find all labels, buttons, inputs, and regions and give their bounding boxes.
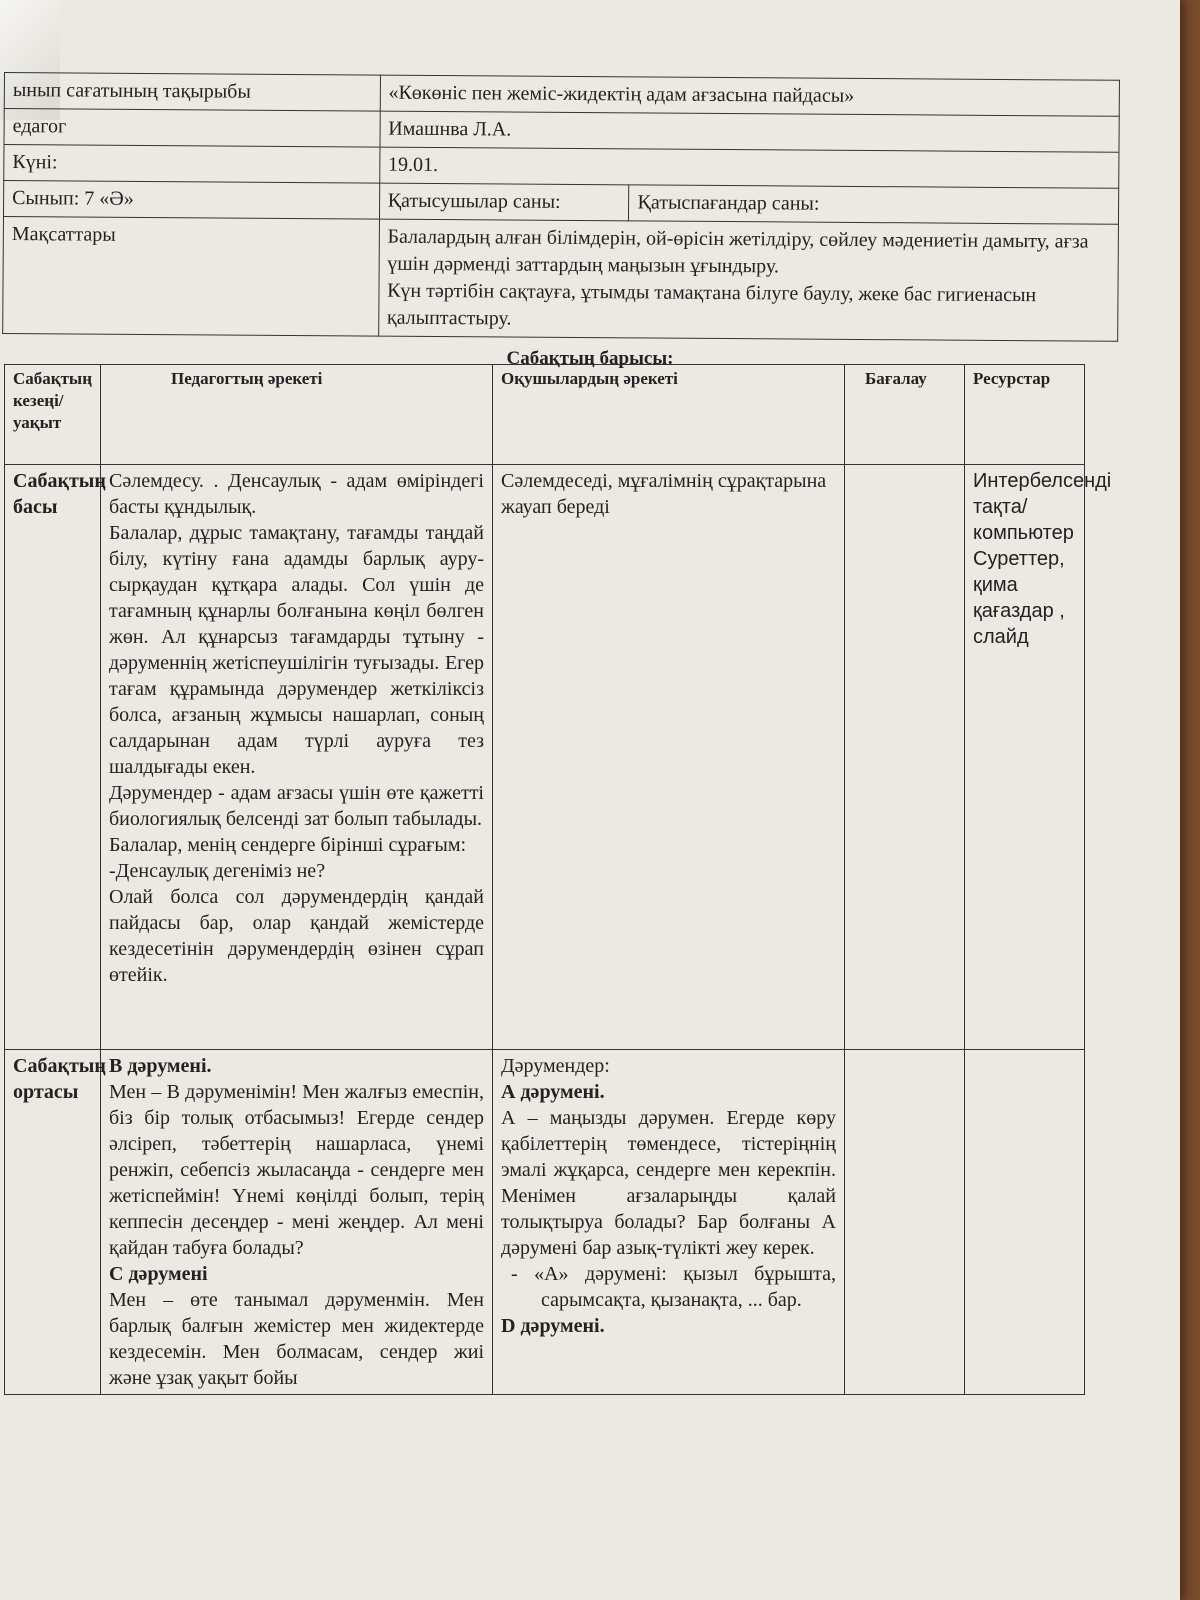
present-count-label: Қатысушылар саны: — [379, 183, 629, 221]
teacher-start-p2: Балалар, дұрыс тамақтану, тағамды таңдай білу, күтіну ғана адамды барлық ауру-сырқаудан құтқара алады. Сол үшін де тағамның құнарлы болғанына көңіл бөлген жөн. Ал құнарсыз тағамдарды тұтыну - дәруменнің жетіспеушілігін туғызады. Егер тағам құрамында дәрумендер жеткіліксіз болса, ағзаның жұмысы нашарлап, соның салдарынан адам түрлі ауруға тез шалдығады екен. — [109, 522, 484, 778]
teacher-start-p3: Дәрумендер - адам ағзасы үшін өте қажетті биологиялық белсенді зат болып табылады. — [109, 782, 484, 830]
vitamin-c-text: Мен – өте танымал дәруменмін. Мен барлық балғын жемістер мен жидектерде кездесемін. Мен болмасам, сендер жиі және ұзақ уақыт бойы — [109, 1289, 484, 1389]
col-resources: Ресурстар — [965, 365, 1085, 465]
vitamin-c-title: С дәрумені — [109, 1263, 208, 1285]
teacher-value: Имашнва Л.А. — [380, 111, 1120, 152]
assessment-middle — [845, 1050, 965, 1395]
student-action-start: Сәлемдеседі, мұғалімнің сұрақтарына жауап береді — [493, 465, 845, 1050]
columns-header-row — [5, 365, 1085, 465]
vitamin-a-list-item: - «А» дәрумені: қызыл бұрышта, сарымсақта, қызанақта, ... бар. — [511, 1263, 836, 1311]
class-label: Сынып: 7 «Ә» — [3, 181, 379, 220]
col-teacher-action: Педагогтың әрекеті — [101, 365, 493, 465]
topic-value: «Көкөніс пен жеміс-жидектің адам ағзасына пайдасы» — [380, 75, 1120, 116]
lesson-progress-table — [4, 364, 1112, 1395]
vitamin-a-title: А дәрумені. — [501, 1081, 605, 1103]
goals-row — [3, 216, 1119, 341]
date-label: Күні: — [4, 145, 380, 184]
col-assessment: Бағалау — [845, 365, 965, 465]
lesson-header-table — [2, 72, 1120, 342]
assessment-start — [845, 465, 965, 1050]
teacher-start-p4: Балалар, менің сендерге бірінші сұрағым: — [109, 834, 467, 856]
date-value: 19.01. — [379, 147, 1119, 188]
resources-start: Интербелсенді тақта/ компьютер Суреттер, қима қағаздар , слайд — [965, 465, 1085, 1050]
goals-label: Мақсаттары — [3, 216, 379, 336]
resources-middle — [965, 1050, 1085, 1395]
col-student-action: Оқушылардың әрекеті — [493, 365, 845, 465]
teacher-label: едагог — [4, 109, 380, 148]
topic-label: ынып сағатының тақырыбы — [4, 73, 380, 112]
goals-value — [378, 219, 1118, 341]
vitamins-heading: Дәрумендер: — [501, 1055, 610, 1077]
vitamin-b-text: Мен – В дәруменімін! Мен жалғыз емеспін, біз бір толық отбасымыз! Егерде сендер әлсіреп, тәбеттерің нашарласа, үнемі ренжіп, себепсіз жыласаңда - сендерге мен жетіспеймін! Үнемі көңілді болып, терің кеппесін десеңдер - мені жеңдер. Ал мені қайдан табуға болады? — [109, 1081, 484, 1259]
teacher-action-middle — [101, 1050, 493, 1395]
goals-line-2: Күн тәртібін сақтауға, ұтымды тамақтана білуге баулу, жеке бас гигиенасын қалыптастыру. — [386, 279, 1037, 330]
vitamin-a-text: А – маңызды дәрумен. Егерде көру қабілеттерің төмендесе, тістеріңнің эмалі жұқарса, сендерге мен керекпін. Менімен ағзаларыңды қалай толықтыруа болады? Бар болғаны А дәрумені бар азық-түлікті жеу керек. — [501, 1107, 836, 1259]
progress-title: Сабақтың барысы: — [506, 348, 674, 369]
teacher-start-p5: -Денсаулық дегеніміз не? — [109, 860, 326, 882]
teacher-start-p6: Олай болса сол дәрумендердің қандай пайдасы бар, олар қандай жемістерде кездесетінін дәрумендердің өзінен сұрап өтейік. — [109, 886, 484, 986]
lesson-middle-row — [5, 1050, 1085, 1395]
teacher-action-start — [101, 465, 493, 1050]
teacher-start-p1: Сәлемдесу. . Денсаулық - адам өміріндегі басты құндылық. — [109, 470, 484, 518]
col-stage: Сабақтың кезеңі/ уақыт — [5, 365, 101, 465]
student-action-middle — [493, 1050, 845, 1395]
lesson-start-row — [5, 465, 1085, 1050]
vitamin-d-title: D дәрумені. — [501, 1315, 605, 1337]
vitamin-b-title: В дәрумені. — [109, 1055, 212, 1077]
stage-start: Сабақтың басы — [5, 465, 101, 1050]
stage-middle: Сабақтың ортасы — [5, 1050, 101, 1395]
absent-count-label: Қатыспағандар саны: — [629, 185, 1119, 224]
goals-line-1: Балалардың алған білімдерін, ой-өрісін жетілдіру, сөйлеу мәдениетін дамыту, ағза үшін дәрменді заттардың маңызын ұғындыру. — [387, 225, 1089, 278]
